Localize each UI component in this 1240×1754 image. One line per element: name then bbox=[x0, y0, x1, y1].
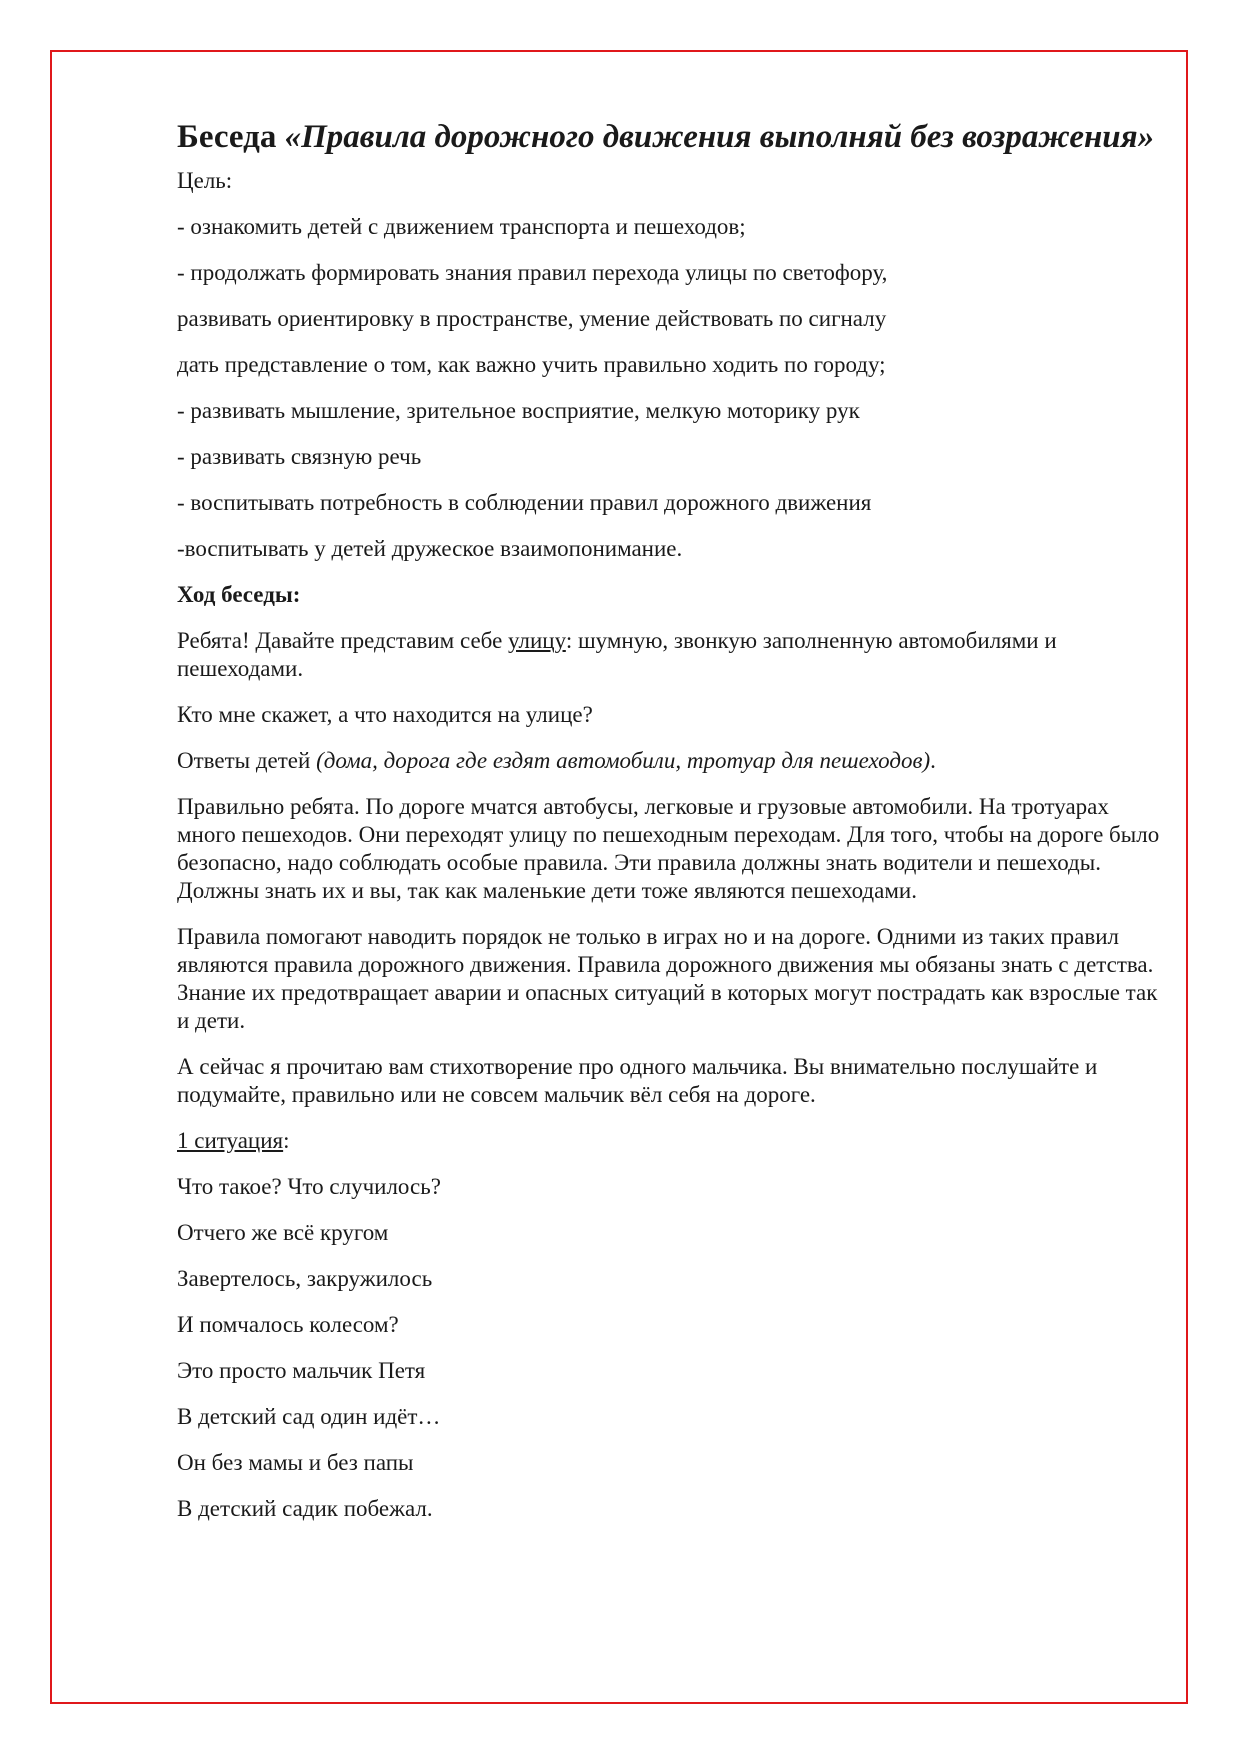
poem-line: Завертелось, закружилось bbox=[177, 1266, 433, 1291]
poem-line: Это просто мальчик Петя bbox=[177, 1358, 426, 1383]
paragraph-question: Кто мне скажет, а что находится на улице? bbox=[177, 702, 593, 727]
p1-text-after: : шумную, звонкую заполненную автомобилями и пешеходами. bbox=[177, 628, 1057, 681]
goal-item: - ознакомить детей с движением транспорта и пешеходов; bbox=[177, 214, 746, 239]
goals-list bbox=[177, 213, 1162, 562]
situation-heading bbox=[177, 1127, 1162, 1154]
goal-item: -воспитывать у детей дружеское взаимопонимание. bbox=[177, 536, 683, 561]
p3-text-before: Ответы детей bbox=[177, 748, 317, 773]
paragraph-answers bbox=[177, 747, 1162, 775]
title-italic: «Правила дорожного движения выполняй без возражения» bbox=[284, 119, 1155, 155]
p1-text-before: Ребята! Давайте представим себе bbox=[177, 628, 509, 653]
p3-text-after: . bbox=[930, 748, 936, 773]
goal-item: - продолжать формировать знания правил перехода улицы по светофору, bbox=[177, 260, 888, 285]
paragraph-traffic: Правильно ребята. По дороге мчатся автобусы, легковые и грузовые автомобили. На тротуарах много пешеходов. Они переходят улицу по пешеходным переходам. Для того, чтобы на дороге было безопасно, надо соблюдать особые правила. Эти правила должны знать водители и пешеходы. Должны знать их и вы, так как маленькие дети тоже являются пешеходами. bbox=[177, 794, 1160, 903]
course-heading: Ход беседы: bbox=[177, 582, 301, 607]
goal-item: - развивать мышление, зрительное восприятие, мелкую моторику рук bbox=[177, 398, 860, 423]
goal-item: - воспитывать потребность в соблюдении правил дорожного движения bbox=[177, 490, 872, 515]
poem-line: Он без мамы и без папы bbox=[177, 1450, 414, 1475]
goal-item: - развивать связную речь bbox=[177, 444, 422, 469]
poem bbox=[177, 1173, 1162, 1522]
paragraph-rules: Правила помогают наводить порядок не только в играх но и на дороге. Одними из таких правил являются правила дорожного движения. Правила дорожного движения мы обязаны знать с детства. Знание их предотвращает аварии и опасных ситуаций в которых могут пострадать как взрослые так и дети. bbox=[177, 924, 1158, 1033]
poem-line: В детский садик побежал. bbox=[177, 1496, 433, 1521]
poem-line: Что такое? Что случилось? bbox=[177, 1174, 441, 1199]
goal-item: дать представление о том, как важно учить правильно ходить по городу; bbox=[177, 352, 886, 377]
paragraph-poem-intro: А сейчас я прочитаю вам стихотворение про одного мальчика. Вы внимательно послушайте и подумайте, правильно или не совсем мальчик вёл себя на дороге. bbox=[177, 1054, 1098, 1107]
document-body bbox=[177, 117, 1162, 1541]
situation-label: 1 ситуация bbox=[177, 1128, 284, 1153]
p3-italic-answers: (дома, дорога где ездят автомобили, тротуар для пешеходов) bbox=[316, 748, 931, 773]
poem-line: И помчалось колесом? bbox=[177, 1312, 399, 1337]
poem-line: Отчего же всё кругом bbox=[177, 1220, 389, 1245]
situation-colon: : bbox=[283, 1128, 290, 1153]
document-title bbox=[177, 117, 1162, 157]
poem-line: В детский сад один идёт… bbox=[177, 1404, 441, 1429]
goal-item: развивать ориентировку в пространстве, умение действовать по сигналу bbox=[177, 306, 887, 331]
p1-underlined-word: улицу bbox=[508, 628, 566, 653]
title-prefix: Беседа bbox=[177, 119, 285, 155]
paragraph-street bbox=[177, 627, 1162, 683]
goal-heading: Цель: bbox=[177, 168, 233, 193]
